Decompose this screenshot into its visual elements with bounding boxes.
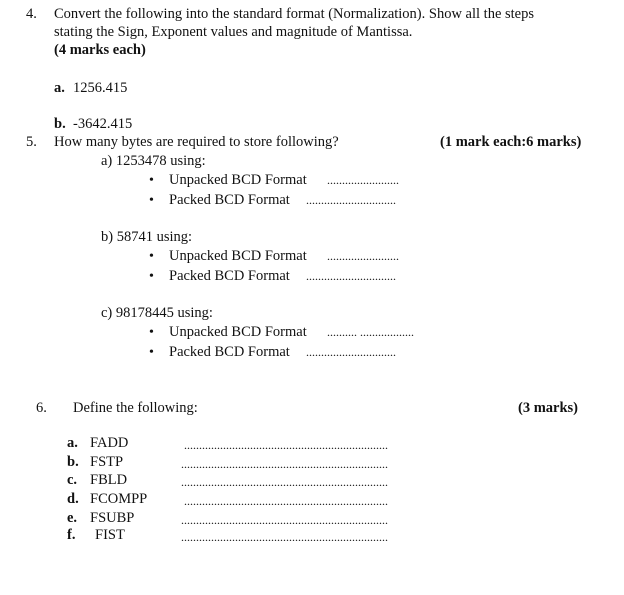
q5-number: 5. bbox=[26, 134, 37, 150]
q5-part-c-packed-dots: .............................. bbox=[306, 345, 396, 359]
q5-marks: (1 mark each:6 marks) bbox=[440, 134, 582, 150]
q6-item-c-dots: ..................................................................... bbox=[181, 475, 388, 489]
q6-item-b-dots: ..................................................................... bbox=[181, 457, 388, 471]
q5-part-c-packed: • Packed BCD Format bbox=[169, 344, 290, 361]
q6-marks: (3 marks) bbox=[518, 400, 579, 416]
q6-item-e-label: e. bbox=[67, 510, 78, 526]
q5-part-c-unpacked: • Unpacked BCD Format bbox=[169, 324, 307, 341]
q6-item-c-label: c. bbox=[67, 472, 78, 488]
q6-item-f-dots: ..................................................................... bbox=[181, 530, 388, 544]
q6-text: Define the following: bbox=[73, 400, 198, 416]
q6-item-f-label: f. bbox=[67, 527, 76, 543]
q4-text-line2: stating the Sign, Exponent values and magnitude of Mantissa. bbox=[54, 24, 413, 40]
q4-number: 4. bbox=[26, 6, 37, 22]
q6-item-e-term: FSUBP bbox=[90, 510, 135, 526]
q6-item-a-term: FADD bbox=[90, 435, 129, 451]
q6-item-c-term: FBLD bbox=[90, 472, 128, 488]
q5-part-c-unpacked-dots: .......... .................. bbox=[327, 325, 414, 339]
q4-text-line1: Convert the following into the standard format (Normalization). Show all the steps bbox=[54, 6, 535, 22]
q5-part-b-label: b) 58741 using: bbox=[101, 229, 193, 245]
q6-item-a-dots: .................................................................... bbox=[184, 438, 388, 452]
q5-part-a-packed-dots: .............................. bbox=[306, 193, 396, 207]
q5-text: How many bytes are required to store following? bbox=[54, 134, 339, 150]
q6-item-d-label: d. bbox=[67, 491, 79, 507]
q6-item-d-dots: .................................................................... bbox=[184, 494, 388, 508]
q5-part-c-label: c) 98178445 using: bbox=[101, 305, 213, 321]
q6-item-e-dots: ..................................................................... bbox=[181, 513, 388, 527]
q5-part-b-unpacked-dots: ........................ bbox=[327, 249, 399, 263]
q6-item-f-term: FIST bbox=[95, 527, 125, 543]
q6-number: 6. bbox=[36, 400, 47, 416]
q5-part-a-unpacked-dots: ........................ bbox=[327, 173, 399, 187]
q4-b-value: -3642.415 bbox=[73, 116, 133, 132]
q4-b-label: b. bbox=[54, 116, 66, 132]
q4-marks: (4 marks each) bbox=[54, 42, 146, 58]
q5-part-b-packed: • Packed BCD Format bbox=[169, 268, 290, 285]
q5-part-b-unpacked: • Unpacked BCD Format bbox=[169, 248, 307, 265]
q4-a-value: 1256.415 bbox=[73, 80, 128, 96]
q6-item-a-label: a. bbox=[67, 435, 78, 451]
q5-part-a-unpacked: • Unpacked BCD Format bbox=[169, 172, 307, 189]
q6-item-b-label: b. bbox=[67, 454, 79, 470]
q4-a-label: a. bbox=[54, 80, 65, 96]
q5-part-b-packed-dots: .............................. bbox=[306, 269, 396, 283]
q6-item-b-term: FSTP bbox=[90, 454, 124, 470]
q6-item-d-term: FCOMPP bbox=[90, 491, 148, 507]
q5-part-a-label: a) 1253478 using: bbox=[101, 153, 206, 169]
q5-part-a-packed: • Packed BCD Format bbox=[169, 192, 290, 209]
